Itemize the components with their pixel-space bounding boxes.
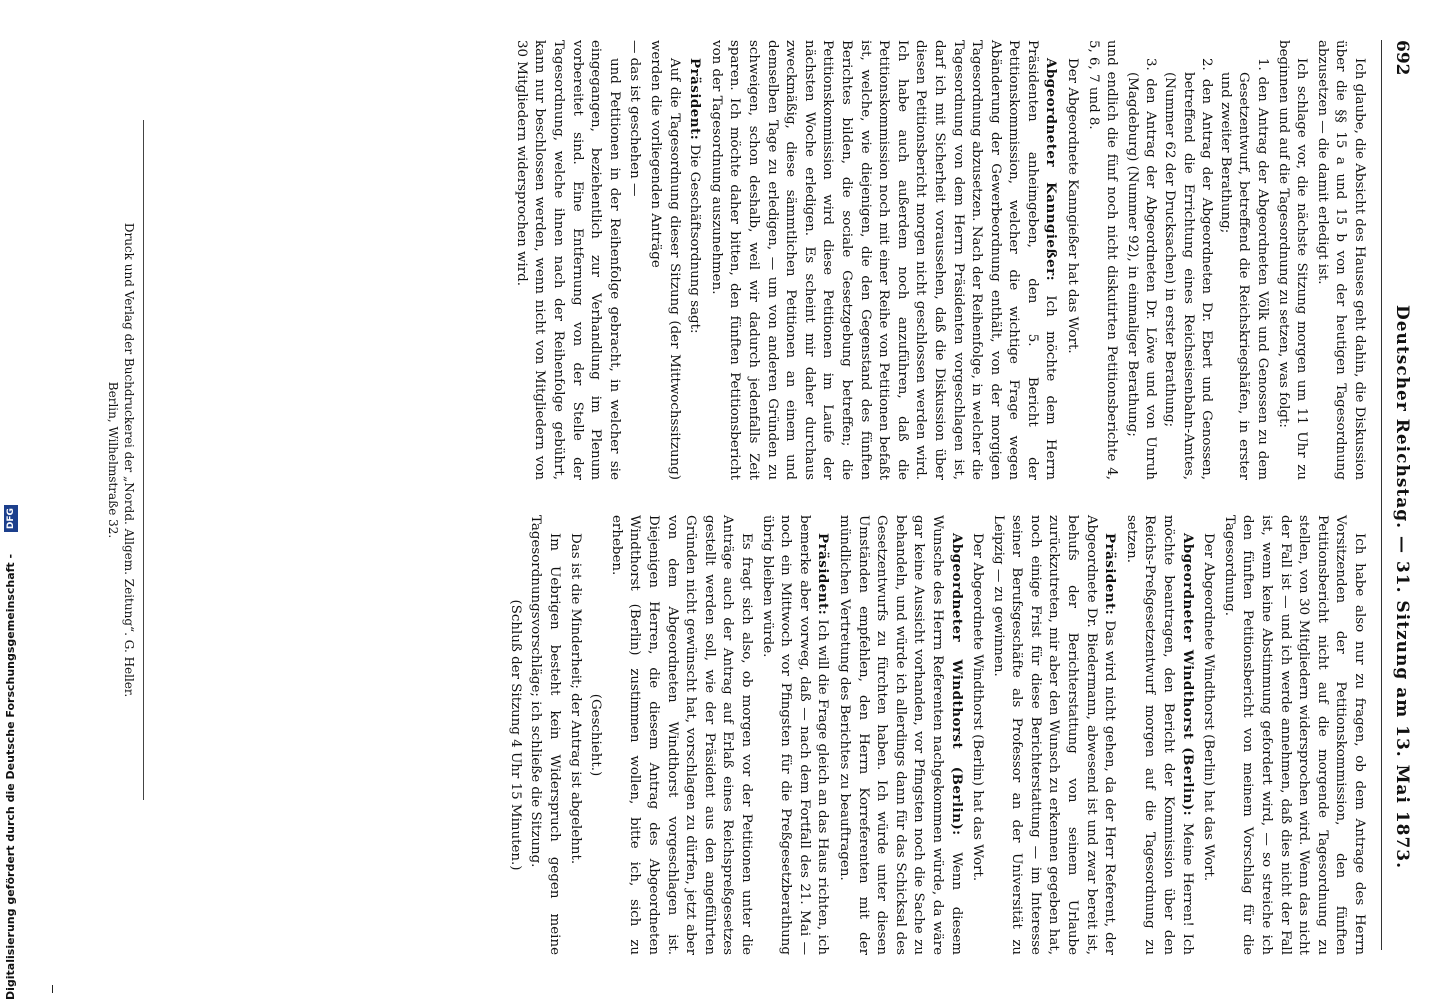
printer-imprint — [105, 120, 144, 800]
paragraph: und endlich die fünf noch nicht diskutirten Petitionsberichte 4, 5, 6, 7 und 8. — [1085, 40, 1120, 480]
page-header — [1381, 40, 1416, 950]
page-title: Deutscher Reichstag. — 31. Sitzung am 13. Mai 1873. — [1392, 305, 1412, 870]
paragraph — [757, 515, 832, 955]
paragraph: Im Uebrigen besteht kein Widerspruch gegen meine Tagesordnungsvorschläge; ich schließe die Sitzung. — [528, 515, 563, 955]
speech-text: Die Geschäftsordnung sagt: — [687, 144, 703, 334]
imprint-line: Druck und Verlag der Buchdruckerei der „Nordd. Allgem. Zeitung“. G. Heller. — [122, 222, 136, 698]
page-number: 692 — [1392, 40, 1412, 76]
imprint-line: Berlin, Wilhelmstraße 32. — [106, 381, 120, 539]
paragraph — [988, 515, 1119, 955]
digitization-credit — [0, 240, 22, 1000]
dfg-logo-icon: DFG — [4, 505, 18, 532]
speech-text: Wenn diesem Wunsche des Herrn Referenten nachgekommen würde, da wäre gar keine Aussicht vorhanden, vor Pfingsten noch die Sache zu behandeln, und würde ich allerdings dann für das Schicksal des Gesetzentwurfs zu fürchten haben. Ich würde unter diesen Umständen empfehlen, den Herrn Korreferenten mit der mündlichen Vertretung des Berichtes zu beauftragen. — [836, 515, 964, 955]
speaker-name: Präsident: — [687, 58, 704, 141]
paragraph — [834, 515, 965, 955]
paragraph: Ich glaube, die Absicht des Hauses geht dahin, die Diskussion über die §§ 15 a und 15 b von der heutigen Tagesordnung abzusetzen — die damit erledigt ist. — [1314, 40, 1367, 480]
list-item: 2. den Antrag der Abgeordneten Dr. Ebert und Genossen, betreffend die Errichtung eines Reichseisenbahn-Amtes, (Nummer 62 der Drucksachen) in erster Berathung; — [1162, 58, 1215, 480]
credit-text: Digitalisierung gefördert durch die Deutsche Forschungsgemeinschaft - — [4, 553, 17, 1000]
speaker-name: Abgeordneter Windthorst (Berlin): — [1179, 533, 1196, 817]
list-item: 1. den Antrag der Abgeordneten Völk und Genossen zu dem Gesetzentwurf, betreffend die Reichskriegshäfen, in erster und zweiter Berathung; — [1217, 58, 1271, 480]
speech-text: Ich möchte dem Herrn Präsidenten anheimgeben, den 5. Bericht der Petitionskommission, welcher die wichtige Frage wegen Abänderung der Gewerbeordnung enthält, von der morgigen Tagesordnung abzusetzen. Nach der Reihenfolge, in welcher die Tagesordnung von dem Herrn Präsidenten vorgeschlagen ist, darf ich mit Sicherheit voraussehen, daß die Diskussion über diesen Petitionsbericht morgen nicht geschlossen werden wird. Ich habe auch außerdem noch anzuführen, daß die Petitionskommission noch mit einer Reihe von Petitionen befaßt ist, welche, wie diejenigen, die den Gegenstand des fünften Berichtes bilden, die sociale Gesetzgebung betreffen; die Petitionskommission wird diese Petitionen im Laufe der nächsten Woche erledigen. Es scheint mir daher durchaus zweckmäßig, diese sämmtlichen Petitionen an einem und demselben Tage zu erledigen, — um von anderen Gründen zu schweigen, schon deshalb, weil wir dadurch jedenfalls Zeit sparen. Ich möchte daher bitten, den fünften Petitionsbericht von der Tagesordnung auszunehmen. — [708, 40, 1059, 480]
paragraph: Es fragt sich also, ob morgen vor der Petitionen unter die Anträge auch der Antrag auf Erlaß eines Reichspreßgesetzes gestellt werden soll, wie der Präsident aus den angeführten Gründen nicht gewünscht hat, vorschlagen zu dürfen, jetzt aber von dem Abgeordneten Windthorst vorgeschlagen ist. Diejenigen Herren, die diesem Antrag des Abgeordneten Windthorst (Berlin) zustimmen wollen, bitte ich, sich zu erheben. — [608, 515, 754, 955]
left-column — [509, 40, 1368, 480]
speaker-name: Präsident: — [815, 533, 832, 616]
agenda-list — [1122, 40, 1271, 480]
paragraph — [706, 40, 1060, 480]
paragraph: Ich schlage vor, die nächste Sitzung morgen um 11 Uhr zu beginnen und auf die Tagesordnung zu setzen, was folgt: — [1275, 40, 1310, 480]
speaker-name: Abgeordneter Windthorst (Berlin): — [948, 533, 965, 836]
stage-direction: (Geschieht.) — [588, 693, 604, 777]
speech-text: Meine Herren! Ich möchte beantragen, den Bericht der Kommission über den Reichs-Preßgesetzentwurf morgen auf die Tagesordnung zu setzen. — [1123, 515, 1195, 955]
paragraph: Auf die Tagesordnung dieser Sitzung (der Mittwochssitzung) werden die vorliegenden Anträge — [648, 40, 682, 480]
speaker-name: Präsident: — [1102, 533, 1119, 616]
speech-text: Das wird nicht gehen, da der Herr Referent, der Abgeordnete Dr. Biedermann, abwesend ist und zwar bereit ist, behufs der Berichterstattung von seinem Urlaube zurückzutreten, mir aber den Wunsch zu erkennen gegeben hat, noch einige Frist für diese Berichterstattung — im Interesse seiner Berufsgeschäfte als Professor an der Universität zu Leipzig — zu gewinnen. — [990, 515, 1118, 955]
list-item: 3. den Antrag der Abgeordneten Dr. Löwe und von Unruh (Magdeburg) (Nummer 92), in einmaliger Berathung; — [1124, 58, 1159, 480]
paragraph: und Petitionen in der Reihenfolge gebracht, in welcher sie eingegangen, beziehentlich zur Verhandlung im Plenum vorbereitet sind. Eine Entfernung von der Stelle der Tagesordnung, welche ihnen nach der Reihenfolge gebührt, kann nur beschlossen werden, wenn nicht von Mitgliedern von 30 Mitgliedern widersprochen wird. — [513, 40, 622, 480]
paragraph: Der Abgeordnete Windthorst (Berlin) hat das Wort. — [970, 533, 986, 882]
paragraph: — das ist geschehen — — [627, 40, 643, 197]
scan-mark — [52, 985, 53, 993]
paragraph — [1121, 515, 1196, 955]
right-column — [503, 515, 1368, 955]
paragraph: Das ist die Minderheit; der Antrag ist abgelehnt. — [567, 533, 583, 865]
speech-text: Ich will die Frage gleich an das Haus richten, ich bemerke aber vorweg, daß — nach dem Fortfall des 21. Mai — noch ein Mittwoch vor Pfingsten für die Preßgesetzberathung übrig bleiben würde. — [759, 515, 831, 955]
paragraph: Ich habe also nur zu fragen, ob dem Antrage des Herrn Vorsitzenden der Petitionskommission, den fünften Petitionsbericht nicht auf die morgende Tagesordnung zu stellen, von 30 Mitgliedern widersprochen wird. Wenn das nicht der Fall ist — und ich werde annehmen, daß dies nicht der Fall ist, wenn keine Abstimmung gefordert wird, — so streiche ich den fünften Petitionsbericht von meinem Vorschlag für die Tagesordnung. — [1221, 515, 1367, 955]
paragraph — [685, 40, 705, 480]
paragraph: Der Abgeordnete Kanngießer hat das Wort. — [1065, 58, 1081, 354]
speaker-name: Abgeordneter Kanngießer: — [1043, 58, 1060, 282]
paragraph: Der Abgeordnete Windthorst (Berlin) hat das Wort. — [1201, 533, 1217, 882]
session-end-note: (Schluß der Sitzung 4 Uhr 15 Minuten.) — [507, 599, 523, 871]
